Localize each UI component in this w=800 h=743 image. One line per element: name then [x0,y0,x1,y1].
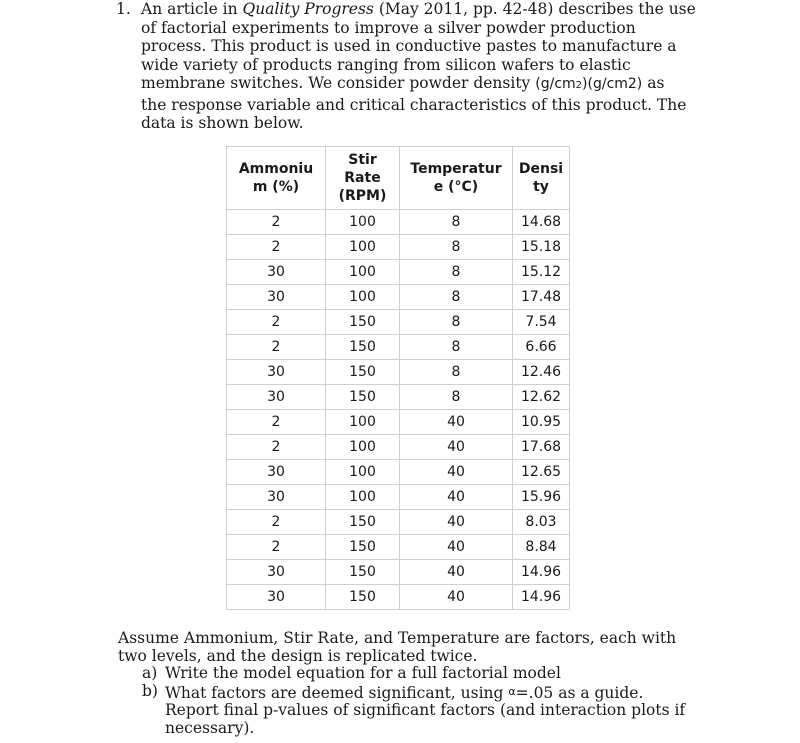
table-row [227,460,570,485]
cell-density: 17.48 [513,285,570,310]
cell-stir-rate: 150 [326,510,400,535]
density-unit: (g/cm2) [587,76,643,92]
header-text: m (%) [252,179,300,195]
table-row [227,360,570,385]
text-fragment: What factors are deemed significant, using [165,683,509,702]
cell-stir-rate: 150 [326,360,400,385]
cell-temperature: 8 [400,335,513,360]
table-row [227,410,570,435]
table-row [227,485,570,510]
table-row [227,210,570,235]
cell-temperature: 8 [400,210,513,235]
question-a [142,665,738,683]
cell-density: 8.84 [513,535,570,560]
cell-temperature: 40 [400,585,513,610]
problem-line-5 [141,74,716,96]
cell-density: 15.96 [513,485,570,510]
cell-ammonium: 2 [227,410,326,435]
cell-density: 15.12 [513,260,570,285]
problem-line-1 [141,0,716,19]
table-row [227,235,570,260]
cell-density: 6.66 [513,335,570,360]
cell-density: 14.96 [513,585,570,610]
cell-stir-rate: 100 [326,285,400,310]
header-text: Temperatur [410,161,502,177]
table-row [227,560,570,585]
cell-ammonium: 2 [227,335,326,360]
cell-density: 14.68 [513,210,570,235]
question-b-line-1 [165,683,738,703]
header-text: Rate [344,170,381,186]
cell-density: 14.96 [513,560,570,585]
problem-number: 1. [116,0,131,18]
text-fragment: An article in [141,0,243,18]
cell-ammonium: 2 [227,210,326,235]
cell-temperature: 8 [400,360,513,385]
cell-stir-rate: 150 [326,385,400,410]
cell-ammonium: 30 [227,385,326,410]
problem-line-4: wide variety of products ranging from silicon wafers to elastic [141,55,631,74]
cell-temperature: 40 [400,410,513,435]
table-row [227,435,570,460]
assumption-line-1: Assume Ammonium, Stir Rate, and Temperature are factors, each with [118,629,677,647]
question-b-line-3: necessary). [165,718,255,737]
table-row [227,535,570,560]
text-fragment: =.05 as a guide. [515,683,644,702]
assumption-line-2: two levels, and the design is replicated twice. [118,646,478,665]
question-b-label: b) [142,681,158,700]
table-header-row [227,147,570,210]
cell-density: 15.18 [513,235,570,260]
header-stir-rate [326,147,400,210]
cell-temperature: 40 [400,485,513,510]
cell-ammonium: 2 [227,235,326,260]
cell-ammonium: 30 [227,260,326,285]
cell-ammonium: 30 [227,285,326,310]
cell-temperature: 40 [400,560,513,585]
cell-stir-rate: 100 [326,435,400,460]
header-ammonium [227,147,326,210]
cell-stir-rate: 100 [326,460,400,485]
text-fragment: membrane switches. We consider powder density [141,74,536,92]
cell-stir-rate: 100 [326,210,400,235]
cell-stir-rate: 150 [326,310,400,335]
journal-title: Quality Progress [242,0,374,18]
cell-density: 17.68 [513,435,570,460]
text-fragment: as [642,74,665,92]
alpha-symbol: α [508,684,516,698]
cell-temperature: 8 [400,310,513,335]
cell-density: 10.95 [513,410,570,435]
data-table [226,146,570,610]
cell-stir-rate: 100 [326,260,400,285]
cell-ammonium: 30 [227,585,326,610]
cell-stir-rate: 100 [326,485,400,510]
cell-temperature: 40 [400,535,513,560]
cell-ammonium: 2 [227,535,326,560]
cell-ammonium: 30 [227,460,326,485]
cell-stir-rate: 150 [326,560,400,585]
cell-stir-rate: 100 [326,235,400,260]
header-temperature [400,147,513,210]
question-b-line-2: Report final p-values of significant factors (and interaction plots if [165,701,686,719]
cell-density: 7.54 [513,310,570,335]
text-fragment: (g/cm [535,76,576,92]
header-text: (RPM) [338,188,387,204]
cell-ammonium: 30 [227,360,326,385]
cell-ammonium: 30 [227,560,326,585]
table-row [227,385,570,410]
table-body [227,210,570,610]
cell-ammonium: 2 [227,435,326,460]
question-a-label: a) [142,664,158,682]
cell-density: 12.46 [513,360,570,385]
table-row [227,285,570,310]
header-text: e (°C) [433,179,479,195]
cell-ammonium: 2 [227,310,326,335]
cell-temperature: 40 [400,460,513,485]
cell-temperature: 8 [400,260,513,285]
cell-temperature: 40 [400,510,513,535]
cell-temperature: 8 [400,285,513,310]
cell-temperature: 40 [400,435,513,460]
header-text: ty [533,179,549,195]
header-text: Densi [518,161,564,177]
problem-line-7: data is shown below. [141,114,304,132]
table-row [227,310,570,335]
text-fragment: (May 2011, pp. 42-48) describes the use [373,0,696,18]
cell-stir-rate: 150 [326,535,400,560]
cell-ammonium: 30 [227,485,326,510]
cell-density: 12.65 [513,460,570,485]
question-a-text: Write the model equation for a full factorial model [165,664,561,682]
density-unit-small [535,76,587,92]
cell-stir-rate: 150 [326,335,400,360]
cell-density: 8.03 [513,510,570,535]
text-fragment: 2 [575,80,583,91]
cell-stir-rate: 150 [326,585,400,610]
problem-statement [116,0,716,133]
table-row [227,260,570,285]
header-density [513,147,570,210]
cell-temperature: 8 [400,385,513,410]
text-fragment: ) [582,76,588,92]
table-row [227,510,570,535]
header-text: Stir [348,152,377,168]
table-row [227,585,570,610]
header-text: Ammoniu [238,161,314,177]
cell-ammonium: 2 [227,510,326,535]
problem-line-2: of factorial experiments to improve a silver powder production [141,18,636,37]
cell-density: 12.62 [513,385,570,410]
question-b [142,683,738,738]
cell-stir-rate: 100 [326,410,400,435]
problem-line-3: process. This product is used in conductive pastes to manufacture a [141,37,677,55]
problem-line-6: the response variable and critical characteristics of this product. The [141,95,687,114]
cell-temperature: 8 [400,235,513,260]
questions [118,630,738,737]
table-row [227,335,570,360]
